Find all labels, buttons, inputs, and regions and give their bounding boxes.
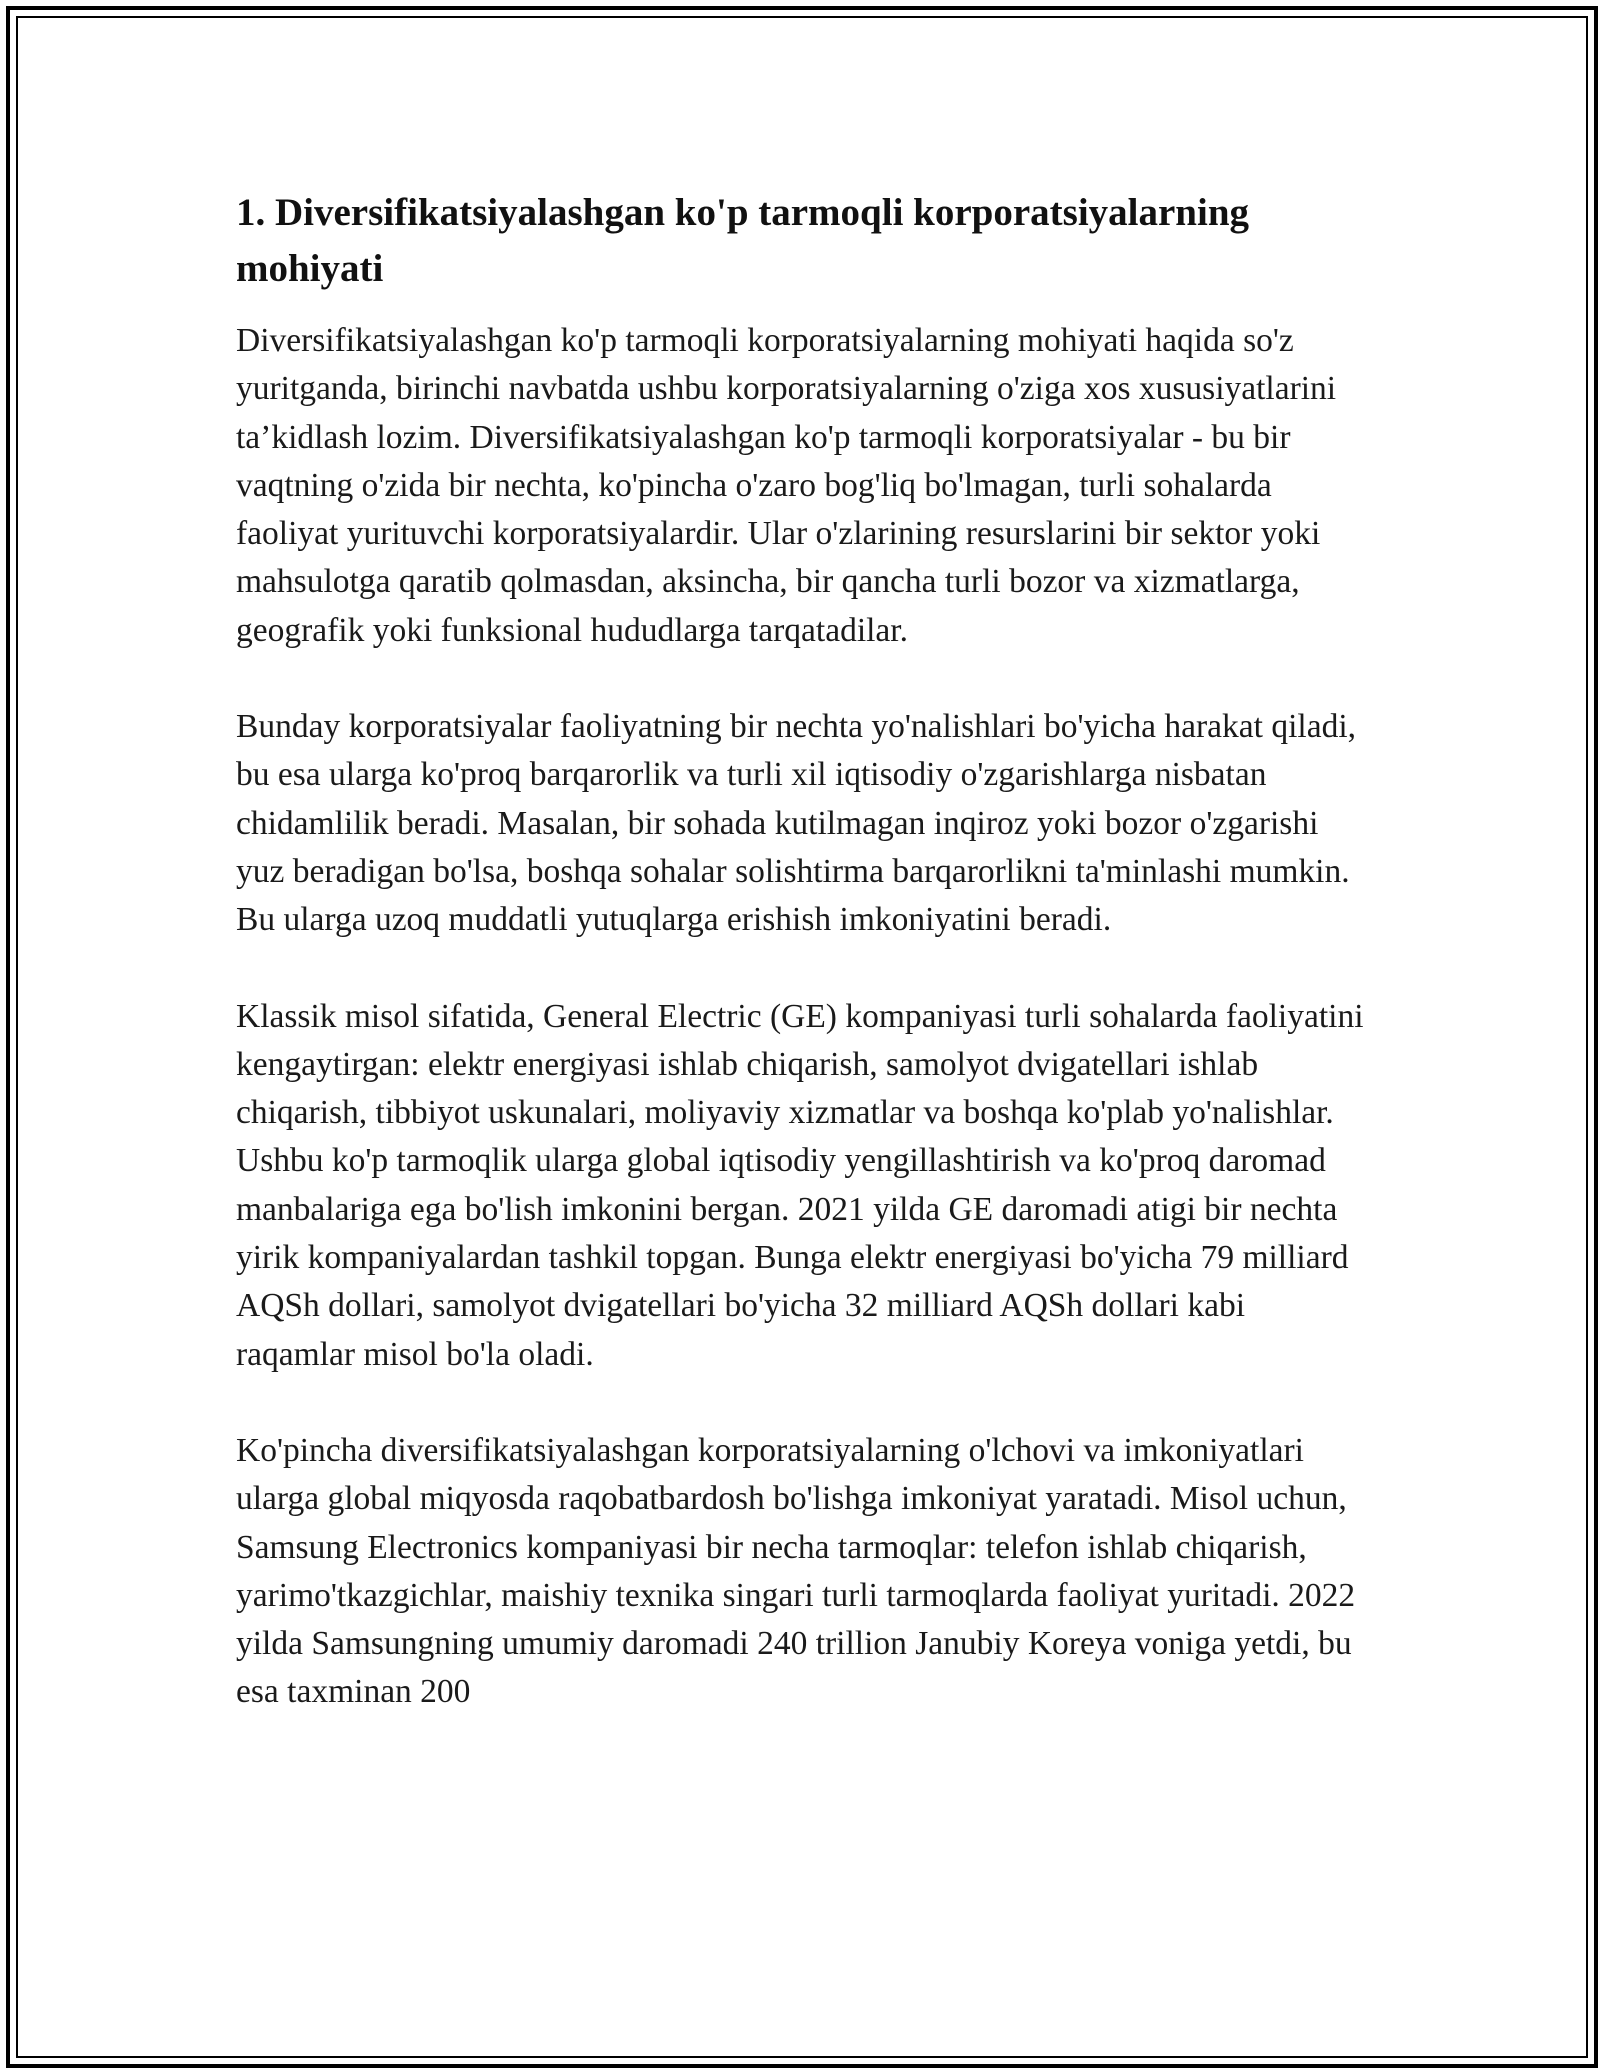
paragraph-2: Bunday korporatsiyalar faoliyatning bir nechta yo'nalishlari bo'yicha harakat qiladi, bu esa ularga ko'proq barqarorlik va turli xil iqtisodiy o'zgarishlarga nisbatan chidamlilik beradi. Masalan, bir sohada kutilmagan inqiroz yoki bozor o'zgarishi yuz beradigan bo'lsa, boshqa sohalar solishtirma barqarorlikni ta'minlashi mumkin. Bu ularga uzoq muddatli yutuqlarga erishish imkoniyatini beradi. [236,708,1357,939]
document-body [236,185,1371,1765]
paragraph-4: Ko'pincha diversifikatsiyalashgan korporatsiyalarning o'lchovi va imkoniyatlari ularga global miqyosda raqobatbardosh bo'lishga imkoniyat yaratadi. Misol uchun, Samsung Electronics kompaniyasi bir necha tarmoqlar: telefon ishlab chiqarish, yarimo'tkazgichlar, maishiy texnika singari turli tarmoqlarda faoliyat yuritadi. 2022 yilda Samsungning umumiy daromadi 240 trillion Janubiy Koreya voniga yetdi, bu esa taxminan 200 [236,1431,1356,1711]
paragraph-3: Klassik misol sifatida, General Electric (GE) kompaniyasi turli sohalarda faoliyatini kengaytirgan: elektr energiyasi ishlab chiqarish, samolyot dvigatellari ishlab chiqarish, tibbiyot uskunalari, moliyaviy xizmatlar va boshqa ko'plab yo'nalishlar. Ushbu ko'p tarmoqlik ularga global iqtisodiy yengillashtirish va ko'proq daromad manbalariga ega bo'lish imkonini bergan. 2021 yilda GE daromadi atigi bir nechta yirik kompaniyalardan tashkil topgan. Bunga elektr energiyasi bo'yicha 79 milliard AQSh dollari, samolyot dvigatellari bo'yicha 32 milliard AQSh dollari kabi raqamlar misol bo'la oladi. [236,997,1364,1373]
section-heading: 1. Diversifikatsiyalashgan ko'p tarmoqli korporatsiyalarning mohiyati [236,191,1250,290]
paragraph-1: Diversifikatsiyalashgan ko'p tarmoqli korporatsiyalarning mohiyati haqida so'z yuritganda, birinchi navbatda ushbu korporatsiyalarning o'ziga xos xususiyatlarini ta’kidlash lozim. Diversifikatsiyalashgan ko'p tarmoqli korporatsiyalar - bu bir vaqtning o'zida bir nechta, ko'pincha o'zaro bog'liq bo'lmagan, turli sohalarda faoliyat yurituvchi korporatsiyalardir. Ular o'zlarining resurslarini bir sektor yoki mahsulotga qaratib qolmasdan, aksincha, bir qancha turli bozor va xizmatlarga, geografik yoki funksional hududlarga tarqatadilar. [236,322,1337,649]
